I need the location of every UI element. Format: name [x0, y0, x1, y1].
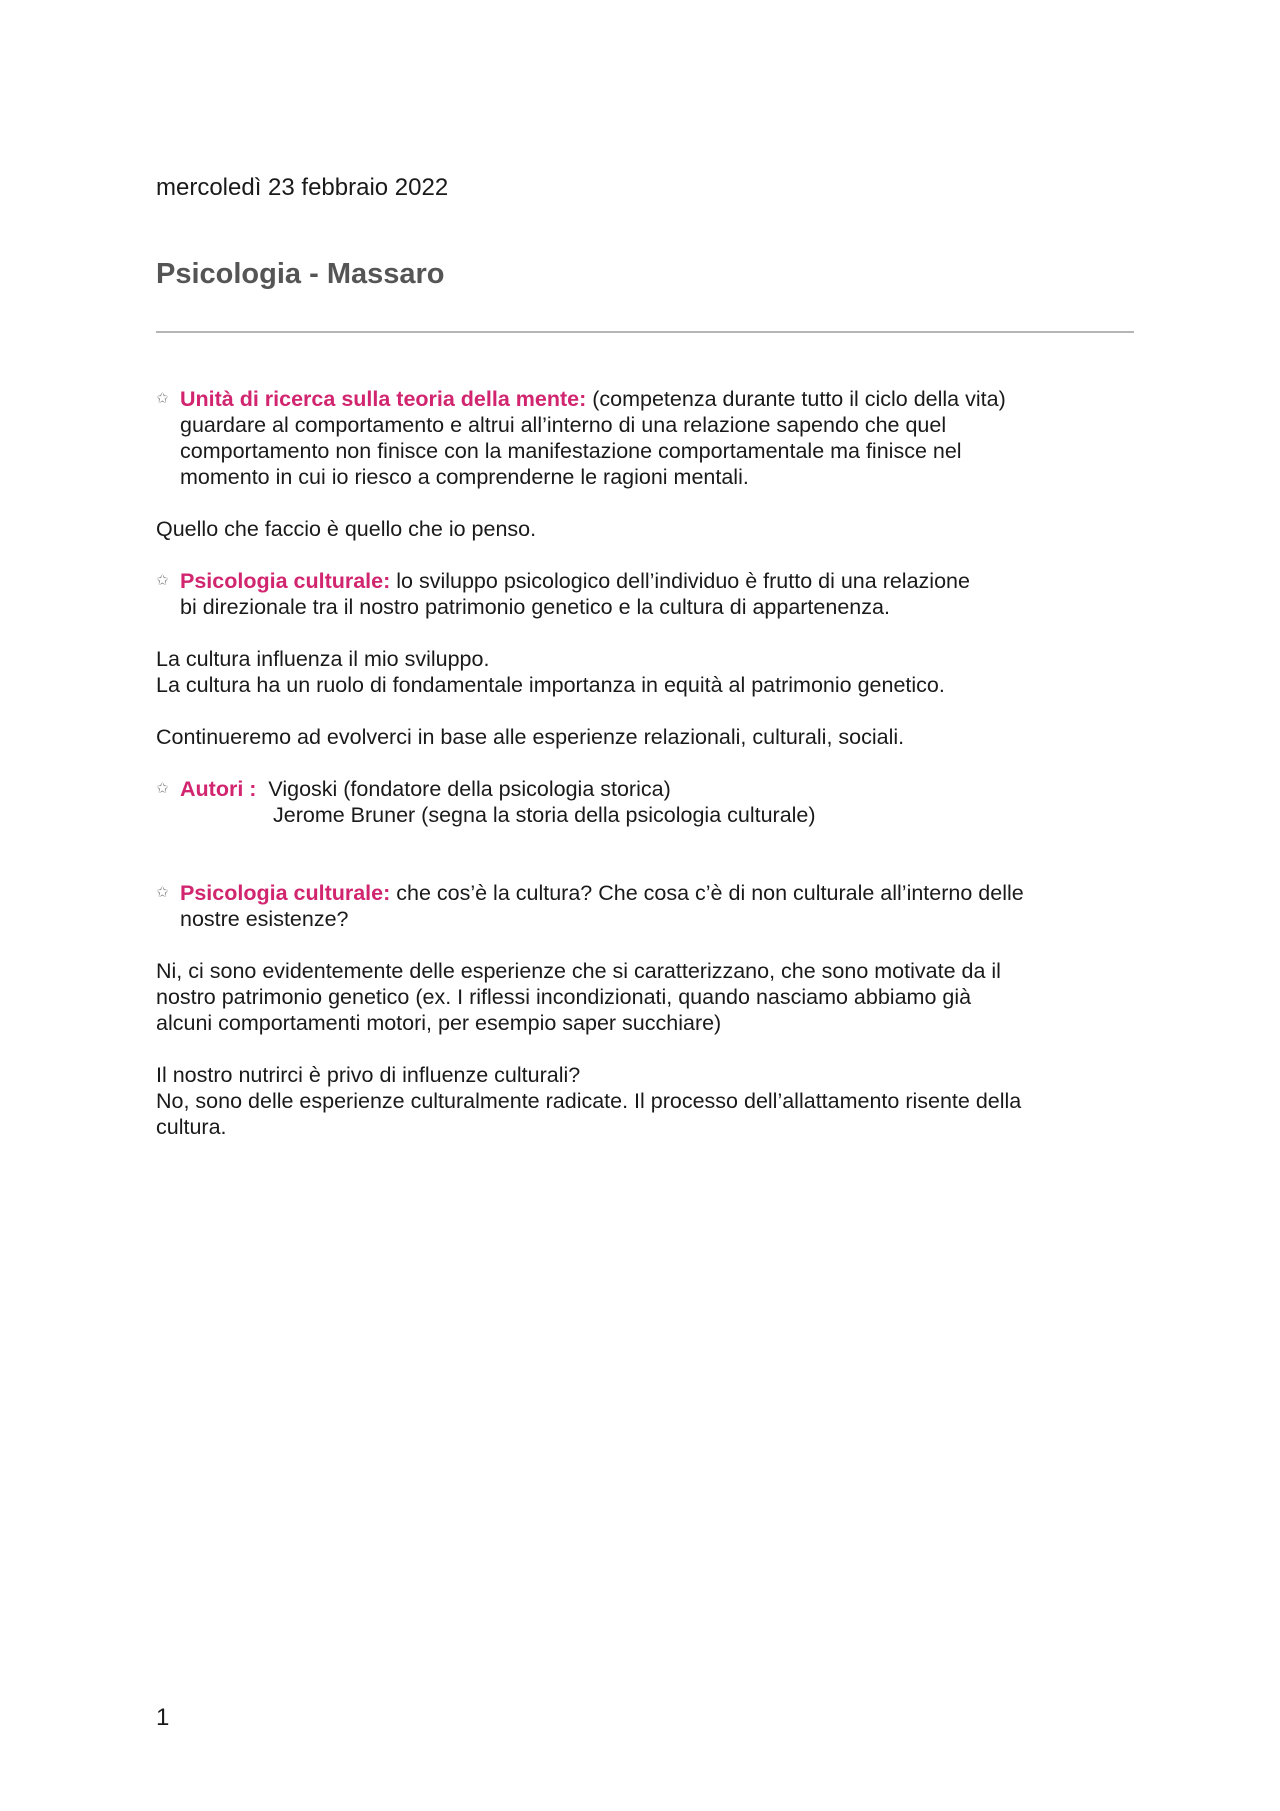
star-icon: ✩ — [156, 390, 169, 407]
text-line: guardare al comportamento e altrui all’interno di una relazione sapendo che quel — [180, 413, 947, 437]
paragraph: La cultura influenza il mio sviluppo. — [156, 647, 490, 671]
note-title: Psicologia - Massaro — [156, 258, 445, 290]
paragraph: Il nostro nutrirci è privo di influenze culturali? — [156, 1063, 581, 1087]
bullet-heading: Unità di ricerca sulla teoria della mente: — [180, 387, 587, 411]
bullet-text: (competenza durante tutto il ciclo della vita) — [586, 387, 1006, 411]
bullet-theory-of-mind — [156, 386, 1136, 490]
bullet-text: lo sviluppo psicologico dell’individuo è frutto di una relazione — [390, 569, 970, 593]
paragraph: Quello che faccio è quello che io penso. — [156, 517, 537, 541]
bullet-authors — [156, 776, 1136, 828]
bullet-first-line — [180, 776, 1136, 802]
paragraph: nostro patrimonio genetico (ex. I riflessi incondizionati, quando nasciamo abbiamo già — [156, 985, 972, 1009]
bullet-heading: Psicologia culturale: — [180, 569, 391, 593]
text-line: nostre esistenze? — [180, 907, 349, 931]
note-date: mercoledì 23 febbraio 2022 — [156, 174, 449, 201]
text-line: bi direzionale tra il nostro patrimonio genetico e la cultura di appartenenza. — [180, 595, 890, 619]
bullet-text: che cos’è la cultura? Che cosa c’è di non culturale all’interno delle — [390, 881, 1024, 905]
paragraph: Continueremo ad evolverci in base alle esperienze relazionali, culturali, sociali. — [156, 725, 905, 749]
paragraph: cultura. — [156, 1115, 227, 1139]
paragraph: No, sono delle esperienze culturalmente radicate. Il processo dell’allattamento risente della — [156, 1089, 1022, 1113]
bullet-heading: Autori : — [180, 777, 257, 801]
bullet-cultural-psychology — [156, 568, 1136, 620]
bullet-first-line — [180, 568, 1136, 594]
title-divider — [156, 331, 1134, 333]
bullet-first-line — [180, 880, 1136, 906]
star-icon: ✩ — [156, 780, 169, 797]
paragraph: alcuni comportamenti motori, per esempio saper succhiare) — [156, 1011, 722, 1035]
star-icon: ✩ — [156, 884, 169, 901]
bullet-first-line — [180, 386, 1136, 412]
note-body — [156, 386, 1136, 1140]
bullet-what-is-culture — [156, 880, 1136, 932]
text-line: momento in cui io riesco a comprenderne le ragioni mentali. — [180, 465, 749, 489]
author-vigoski: Vigoski (fondatore della psicologia storica) — [256, 777, 671, 801]
text-line: comportamento non finisce con la manifestazione comportamentale ma finisce nel — [180, 439, 962, 463]
author-bruner: Jerome Bruner (segna la storia della psicologia culturale) — [273, 803, 816, 827]
bullet-heading: Psicologia culturale: — [180, 881, 391, 905]
paragraph: Ni, ci sono evidentemente delle esperienze che si caratterizzano, che sono motivate da il — [156, 959, 1001, 983]
paragraph: La cultura ha un ruolo di fondamentale importanza in equità al patrimonio genetico. — [156, 673, 945, 697]
page-number: 1 — [156, 1704, 170, 1731]
star-icon: ✩ — [156, 572, 169, 589]
